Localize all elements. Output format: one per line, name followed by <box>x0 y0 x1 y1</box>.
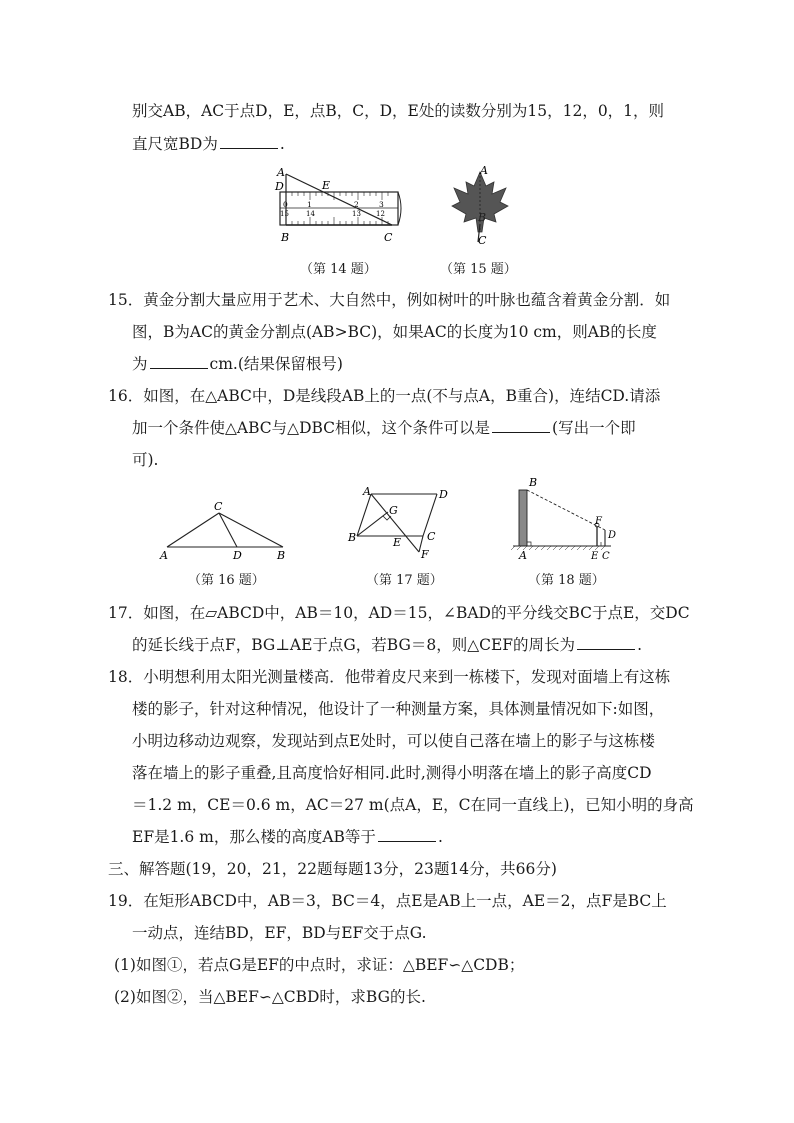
fig17-label-E: E <box>393 536 402 549</box>
fig14-label-B: B <box>281 231 290 244</box>
fig17-label-F: F <box>421 548 429 561</box>
q14-line2 <box>132 134 285 154</box>
q15-line3 <box>132 354 343 374</box>
fig18-label-E: E <box>591 551 599 562</box>
q16-line2-post: (写出一个即 <box>552 419 636 437</box>
fig14-label-D: D <box>275 180 284 193</box>
fig18-label-B: B <box>529 476 538 489</box>
ruler-bottom-14: 14 <box>306 210 315 218</box>
fig17-label-G: G <box>389 504 398 517</box>
caption-17: （第 17 题） <box>366 573 443 588</box>
fig14-label-E: E <box>322 179 331 192</box>
section-3-title: 三、解答题(19，20，21，22题每题13分，23题14分，共66分) <box>108 860 557 878</box>
q18-line6 <box>132 827 443 847</box>
q15-line3-post: cm.(结果保留根号) <box>209 355 343 373</box>
ruler-top-3: 3 <box>379 200 384 209</box>
answer-blank-17 <box>577 635 635 650</box>
answer-blank-18 <box>378 827 436 842</box>
answer-blank-16 <box>492 418 550 433</box>
q18-line6-post: . <box>437 828 443 846</box>
ruler-bottom-13: 13 <box>352 210 361 218</box>
q18-line1: 18．小明想利用太阳光测量楼高．他带着皮尺来到一栋楼下，发现对面墙上有这栋 <box>108 668 671 686</box>
fig14-label-A: A <box>277 166 285 179</box>
q14-line2-post: . <box>279 135 285 153</box>
fig17-label-C: C <box>427 530 436 543</box>
answer-blank-14 <box>220 134 278 149</box>
q17-line2-post: . <box>637 636 642 654</box>
q15-line2: 图，B为AC的黄金分割点(AB>BC)，如果AC的长度为10 cm，则AB的长度 <box>132 323 657 341</box>
fig18-label-C: C <box>602 551 610 562</box>
q17-line2 <box>132 635 642 655</box>
q19-part2: (2)如图②，当△BEF∽△CBD时，求BG的长. <box>114 988 426 1006</box>
figure-15 <box>440 162 520 252</box>
figure-16 <box>155 495 295 565</box>
fig18-label-A: A <box>519 549 527 562</box>
figure-17 <box>345 482 455 564</box>
q19-part1: (1)如图①，若点G是EF的中点时，求证：△BEF∽△CDB； <box>114 956 525 974</box>
q16-line3: 可). <box>132 451 159 469</box>
q16-line2-pre: 加一个条件使△ABC与△DBC相似，这个条件可以是 <box>132 419 491 437</box>
fig14-label-C: C <box>384 231 393 244</box>
fig17-label-D: D <box>439 488 448 501</box>
fig16-label-A: A <box>160 549 168 562</box>
caption-16: （第 16 题） <box>188 573 265 588</box>
fig15-label-C: C <box>478 234 487 247</box>
q16-line1: 16．如图，在△ABC中，D是线段AB上的一点(不与点A，B重合)，连结CD.请添 <box>108 387 661 405</box>
q18-line5: ＝1.2 m，CE＝0.6 m，AC＝27 m(点A，E，C在同一直线上)，已知小明的身高 <box>132 796 694 814</box>
q14-line2-pre: 直尺宽BD为 <box>132 135 218 153</box>
fig18-label-F: F <box>595 516 602 527</box>
caption-18: （第 18 题） <box>528 573 605 588</box>
figure-18 <box>505 472 630 564</box>
fig18-label-D: D <box>608 530 617 541</box>
fig16-label-C: C <box>214 500 223 513</box>
fig17-label-A: A <box>363 485 371 498</box>
ruler-top-1: 1 <box>307 200 312 209</box>
fig16-label-B: B <box>277 549 286 562</box>
q19-line1: 19．在矩形ABCD中，AB＝3，BC＝4，点E是AB上一点，AE＝2，点F是BC上 <box>108 892 667 910</box>
caption-15: （第 15 题） <box>440 262 517 277</box>
q18-line3: 小明边移动边观察，发现站到点E处时，可以使自己落在墙上的影子与这栋楼 <box>132 732 655 750</box>
ruler-top-2: 2 <box>354 200 359 209</box>
q16-line2 <box>132 418 636 438</box>
q14-line1: 别交AB，AC于点D，E，点B，C，D，E处的读数分别为15，12，0，1，则 <box>132 102 665 120</box>
answer-blank-15 <box>150 354 208 369</box>
caption-14: （第 14 题） <box>300 262 377 277</box>
q17-line2-pre: 的延长线于点F，BG⊥AE于点G，若BG＝8，则△CEF的周长为 <box>132 636 576 654</box>
q19-line2: 一动点，连结BD，EF，BD与EF交于点G. <box>132 924 427 942</box>
fig15-label-B: B <box>478 211 487 224</box>
q15-line1: 15．黄金分割大量应用于艺术、大自然中，例如树叶的叶脉也蕴含着黄金分割．如 <box>108 291 671 309</box>
fig17-label-B: B <box>348 531 357 544</box>
ruler-bottom-12: 12 <box>376 210 385 218</box>
q15-line3-pre: 为 <box>132 355 148 373</box>
figure-14 <box>268 162 413 252</box>
q17-line1: 17．如图，在▱ABCD中，AB＝10，AD＝15，∠BAD的平分线交BC于点E，交DC <box>108 604 690 622</box>
fig15-label-A: A <box>480 164 488 177</box>
fig16-label-D: D <box>233 549 242 562</box>
q18-line2: 楼的影子，针对这种情况，他设计了一种测量方案，具体测量情况如下:如图， <box>132 700 665 718</box>
ruler-top-0: 0 <box>283 200 288 209</box>
ruler-bottom-15: 15 <box>280 210 289 218</box>
q18-line4: 落在墙上的影子重叠,且高度恰好相同.此时,测得小明落在墙上的影子高度CD <box>132 764 652 782</box>
q18-line6-pre: EF是1.6 m，那么楼的高度AB等于 <box>132 828 376 846</box>
